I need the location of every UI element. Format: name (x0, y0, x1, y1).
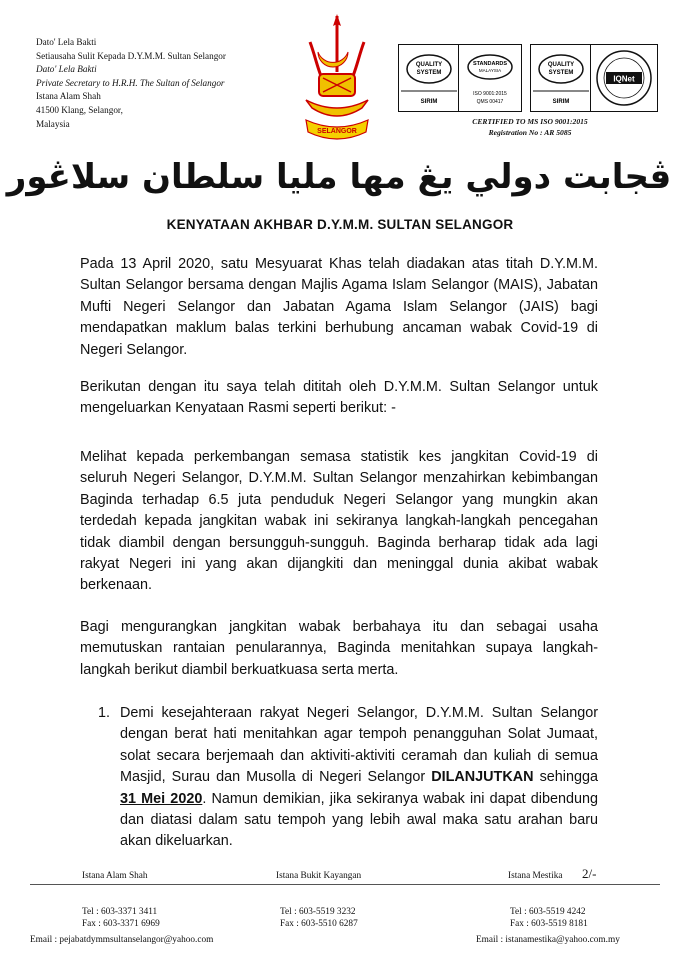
footer-contact: Tel : 603-3371 3411 Fax : 603-3371 6969 (82, 907, 160, 929)
press-statement-title: KENYATAAN AKHBAR D.Y.M.M. SULTAN SELANGOR (166, 217, 514, 232)
sender-block (36, 36, 226, 131)
certification-logos (398, 44, 660, 114)
sender-line: Dato' Lela Bakti (36, 64, 97, 75)
footer-email: Email : pejabatdymmsultanselangor@yahoo.com (30, 935, 214, 945)
sender-line: Istana Alam Shah (36, 91, 101, 102)
svg-text:SIRIM: SIRIM (420, 99, 438, 105)
svg-text:SYSTEM: SYSTEM (548, 70, 574, 76)
paragraph-measures: Bagi mengurangkan jangkitan wabak berbahaya itu dan sebagai usaha memutuskan rantaian penularannya, Baginda menitahkan supaya langkah-langkah berikut diambil berkuatkuasa serta merta. (80, 619, 598, 678)
selangor-crest-icon (296, 12, 378, 152)
svg-text:QUALITY: QUALITY (547, 62, 575, 68)
jawi-calligraphy-banner (6, 148, 672, 204)
paragraph-instruction: Berikutan dengan itu saya telah dititah oleh D.Y.M.M. Sultan Selangor untuk mengeluarkan Kenyataan Rasmi seperti berikut: - (80, 379, 598, 417)
iqnet-logo (590, 44, 658, 112)
list-number: 1. (98, 705, 111, 721)
sender-line: Malaysia (36, 118, 70, 129)
paragraph-concern: Melihat kepada perkembangan semasa statistik kes jangkitan Covid-19 di seluruh Negeri Selangor, D.Y.M.M. Sultan Selangor menzahirkan kebimbangan Baginda terhadap 6.5 juta penduduk Negeri Selangor yang mungkin akan terdedah kepada jangkitan wabak ini sekiranya langkah-langkah pencegahan tidak diambil dengan bersungguh-sungguh. Baginda berharap tidak ada lagi rakyat Negeri ini yang akan dijangkiti dan meninggal dunia akibat wabak berkenaan. (80, 449, 598, 594)
svg-text:QMS 00417: QMS 00417 (476, 99, 504, 105)
svg-text:MALAYSIA: MALAYSIA (478, 68, 502, 73)
sender-line: 41500 Klang, Selangor, (36, 104, 123, 115)
certification-caption: CERTIFIED TO MS ISO 9001:2015 Registration No : AR 5085 (472, 117, 588, 137)
svg-text:SYSTEM: SYSTEM (416, 70, 442, 76)
sirim-quality-logo-2 (530, 44, 592, 112)
standards-malaysia-logo (458, 44, 522, 112)
sender-line: Private Secretary to H.R.H. The Sultan of Selangor (36, 77, 225, 88)
svg-text:QUALITY: QUALITY (415, 62, 443, 68)
footer-contact: Tel : 603-5519 3232 Fax : 603-5510 6287 (280, 907, 358, 929)
extended-label: DILANJUTKAN (431, 769, 534, 786)
svg-text:IQNet: IQNet (613, 74, 635, 84)
footer-palace-name: Istana Bukit Kayangan (276, 871, 362, 881)
sender-line: Dato' Lela Bakti (36, 37, 97, 47)
svg-text:SIRIM: SIRIM (552, 99, 570, 105)
footer-contact: Tel : 603-5519 4242 Fax : 603-5519 8181 (510, 907, 588, 929)
footer-divider (30, 884, 660, 885)
paragraph-meeting: Pada 13 April 2020, satu Mesyuarat Khas telah diadakan atas titah D.Y.M.M. Sultan Selangor bersama dengan Majlis Agama Islam Selangor (MAIS), Jabatan Mufti Negeri Selangor dan Jabatan Agama Islam Selangor (JAIS) bagi mendapatkan maklum balas terkini berhubung ancaman wabak Covid-19 di Negeri Selangor. (80, 256, 598, 358)
crest-label: SELANGOR (317, 128, 357, 135)
list-text: Demi kesejahteraan rakyat Negeri Selangor, D.Y.M.M. Sultan Selangor dengan berat hati menitahkan agar tempoh penangguhan Solat Jumaat, solat secara berjemaah dan aktiviti-aktiviti ceramah dan kuliah di semua Masjid, Surau dan Musolla di Negeri Selangor DILANJUTKAN sehingga 31 Mei 2020. Namun demikian, jika sekiranya wabak ini dapat dibendung dan diatasi dalam satu tempoh yang lebih awal maka satu arahan baru akan dikeluarkan. (120, 705, 599, 850)
sirim-quality-logo (398, 44, 460, 112)
sender-line: Setiausaha Sulit Kepada D.Y.M.M. Sultan Selangor (36, 50, 226, 61)
footer-email: Email : istanamestika@yahoo.com.my (476, 935, 620, 945)
svg-text:STANDARDS: STANDARDS (472, 61, 508, 67)
footer-palace-name: Istana Alam Shah (82, 871, 148, 881)
end-date: 31 Mei 2020 (120, 790, 203, 807)
page-number: 2/- (582, 866, 597, 881)
svg-text:ڤجابت دولي يڠ مها مليا سلطان س: ڤجابت دولي يڠ مها مليا سلطان سلاڠور (6, 157, 672, 197)
footer-palace-name: Istana Mestika (508, 871, 563, 881)
svg-text:ISO 9001:2015: ISO 9001:2015 (473, 91, 507, 97)
